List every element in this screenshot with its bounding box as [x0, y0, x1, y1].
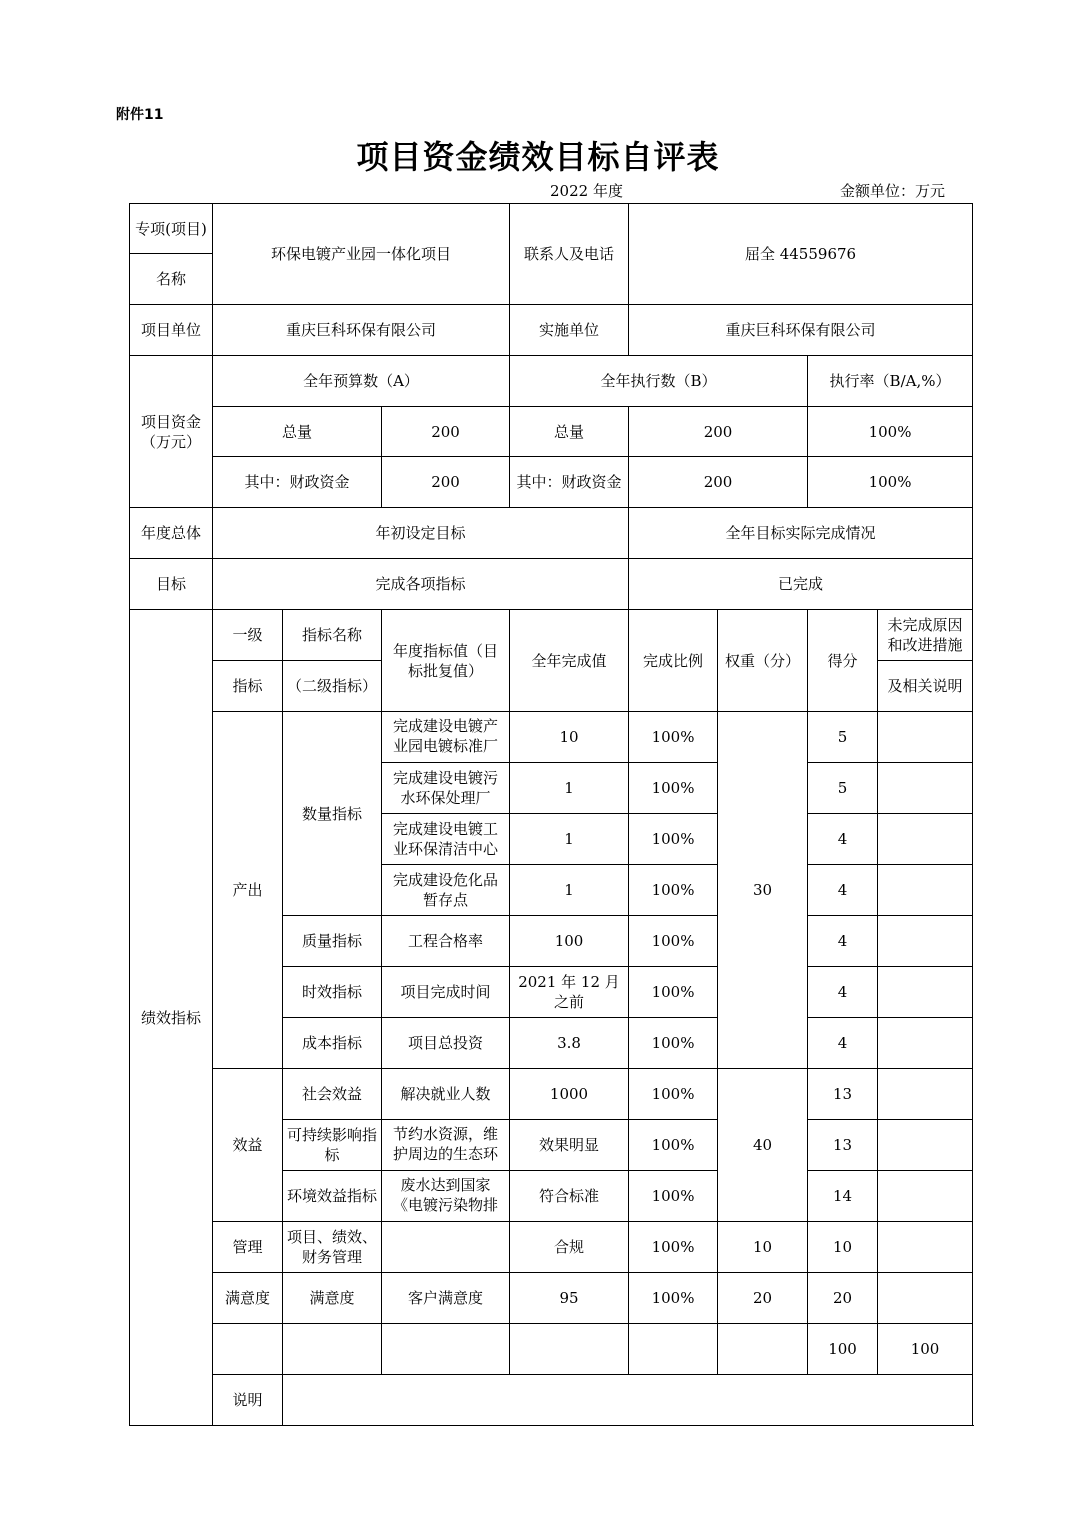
indicator-actual: 10	[510, 712, 629, 763]
goal-actual-header: 全年目标实际完成情况	[629, 508, 973, 559]
indicator-reason	[878, 712, 973, 763]
indicator-category: 时效指标	[283, 967, 382, 1018]
benefit-weight: 40	[718, 1069, 808, 1222]
indicator-ratio: 100%	[629, 712, 718, 763]
indicator-score: 4	[808, 916, 878, 967]
impl-unit-label: 实施单位	[510, 305, 629, 356]
indicator-score: 4	[808, 1018, 878, 1069]
note-label: 说明	[213, 1375, 283, 1426]
indicator-score: 13	[808, 1069, 878, 1120]
total-rate: 100%	[808, 407, 973, 457]
indicator-reason	[878, 814, 973, 865]
indicator-score: 5	[808, 712, 878, 763]
funds-label: 项目资金（万元）	[130, 356, 213, 508]
benefit-label: 效益	[213, 1069, 283, 1222]
indicator-target: 完成建设电镀工业环保清洁中心	[382, 814, 510, 865]
indicator-reason	[878, 1171, 973, 1222]
indicator-category: 项目、绩效、财务管理	[283, 1222, 382, 1273]
satis-level1: 满意度	[213, 1273, 283, 1324]
indicator-actual: 100	[510, 916, 629, 967]
indicator-target	[382, 1222, 510, 1273]
fiscal-budget: 200	[382, 457, 510, 508]
indicator-actual: 合规	[510, 1222, 629, 1273]
project-name-value: 环保电镀产业园一体化项目	[213, 204, 510, 305]
indicator-ratio: 100%	[629, 967, 718, 1018]
h-actual: 全年完成值	[510, 610, 629, 712]
output-label: 产出	[213, 712, 283, 1069]
total-weight: 100	[808, 1324, 878, 1375]
indicator-actual: 3.8	[510, 1018, 629, 1069]
indicator-category: 数量指标	[283, 712, 382, 916]
goal-initial-header: 年初设定目标	[213, 508, 629, 559]
h-reason-b: 及相关说明	[878, 661, 973, 712]
indicator-reason	[878, 1273, 973, 1324]
indicator-category: 环境效益指标	[283, 1171, 382, 1222]
contact-value: 屈全 44559676	[629, 204, 973, 305]
h-weight: 权重（分）	[718, 610, 808, 712]
indicator-target: 节约水资源，维护周边的生态环	[382, 1120, 510, 1171]
indicator-actual: 95	[510, 1273, 629, 1324]
indicator-score: 5	[808, 763, 878, 814]
indicator-weight: 10	[718, 1222, 808, 1273]
h-target: 年度指标值（目标批复值）	[382, 610, 510, 712]
h-level1-b: 指标	[213, 661, 283, 712]
total-row-blank	[718, 1324, 808, 1375]
total-row-blank	[629, 1324, 718, 1375]
contact-label: 联系人及电话	[510, 204, 629, 305]
indicator-target: 项目总投资	[382, 1018, 510, 1069]
indicator-category: 社会效益	[283, 1069, 382, 1120]
indicator-ratio: 100%	[629, 814, 718, 865]
mgmt-level1: 管理	[213, 1222, 283, 1273]
fiscal-exec: 200	[629, 457, 808, 508]
goal-initial-value: 完成各项指标	[213, 559, 629, 610]
indicator-target: 客户满意度	[382, 1273, 510, 1324]
indicator-target: 完成建设危化品暂存点	[382, 865, 510, 916]
fiscal-label: 其中：财政资金	[213, 457, 382, 508]
indicator-ratio: 100%	[629, 1018, 718, 1069]
indicator-score: 13	[808, 1120, 878, 1171]
indicator-score: 10	[808, 1222, 878, 1273]
total-budget: 200	[382, 407, 510, 457]
indicator-category: 成本指标	[283, 1018, 382, 1069]
indicator-ratio: 100%	[629, 763, 718, 814]
indicator-weight: 20	[718, 1273, 808, 1324]
total-label: 总量	[213, 407, 382, 457]
indicator-actual: 2021 年 12 月之前	[510, 967, 629, 1018]
indicator-score: 14	[808, 1171, 878, 1222]
indicator-ratio: 100%	[629, 1069, 718, 1120]
indicator-category: 质量指标	[283, 916, 382, 967]
h-name-b: （二级指标）	[283, 661, 382, 712]
fiscal-rate: 100%	[808, 457, 973, 508]
year-label: 2022 年度	[550, 182, 623, 200]
impl-unit-value: 重庆巨科环保有限公司	[629, 305, 973, 356]
total-row-blank	[510, 1324, 629, 1375]
indicator-score: 4	[808, 967, 878, 1018]
project-unit-label: 项目单位	[130, 305, 213, 356]
indicator-ratio: 100%	[629, 1171, 718, 1222]
indicator-reason	[878, 763, 973, 814]
h-reason-a: 未完成原因和改进措施	[878, 610, 973, 661]
budget-header: 全年预算数（A）	[213, 356, 510, 407]
indicator-actual: 1	[510, 865, 629, 916]
indicator-ratio: 100%	[629, 865, 718, 916]
indicator-actual: 1	[510, 814, 629, 865]
total-exec: 200	[629, 407, 808, 457]
indicator-actual: 符合标准	[510, 1171, 629, 1222]
indicator-target: 完成建设电镀产业园电镀标准厂	[382, 712, 510, 763]
attachment-label: 附件11	[116, 107, 164, 123]
note-value	[283, 1375, 973, 1426]
perf-label: 绩效指标	[130, 610, 213, 1426]
indicator-target: 项目完成时间	[382, 967, 510, 1018]
goal-actual-value: 已完成	[629, 559, 973, 610]
indicator-score: 4	[808, 865, 878, 916]
indicator-reason	[878, 865, 973, 916]
total-exec-label: 总量	[510, 407, 629, 457]
goal-label-1: 年度总体	[130, 508, 213, 559]
indicator-ratio: 100%	[629, 1273, 718, 1324]
indicator-target: 完成建设电镀污水环保处理厂	[382, 763, 510, 814]
indicator-category: 满意度	[283, 1273, 382, 1324]
total-row-blank	[213, 1324, 283, 1375]
indicator-ratio: 100%	[629, 1120, 718, 1171]
indicator-score: 4	[808, 814, 878, 865]
indicator-reason	[878, 1069, 973, 1120]
indicator-target: 废水达到国家《电镀污染物排	[382, 1171, 510, 1222]
indicator-score: 20	[808, 1273, 878, 1324]
indicator-target: 解决就业人数	[382, 1069, 510, 1120]
h-level1-a: 一级	[213, 610, 283, 661]
h-name-a: 指标名称	[283, 610, 382, 661]
rate-header: 执行率（B/A,%）	[808, 356, 973, 407]
indicator-target: 工程合格率	[382, 916, 510, 967]
fiscal-exec-label: 其中：财政资金	[510, 457, 629, 508]
h-ratio: 完成比例	[629, 610, 718, 712]
indicator-ratio: 100%	[629, 916, 718, 967]
page-title: 项目资金绩效目标自评表	[356, 138, 720, 176]
indicator-actual: 效果明显	[510, 1120, 629, 1171]
amount-unit-label: 金额单位：万元	[840, 182, 946, 200]
indicator-category: 可持续影响指标	[283, 1120, 382, 1171]
indicator-ratio: 100%	[629, 1222, 718, 1273]
goal-label-2: 目标	[130, 559, 213, 610]
h-score: 得分	[808, 610, 878, 712]
total-row-blank	[283, 1324, 382, 1375]
exec-header: 全年执行数（B）	[510, 356, 808, 407]
indicator-actual: 1	[510, 763, 629, 814]
indicator-reason	[878, 1222, 973, 1273]
project-name-label-1: 专项(项目)	[130, 204, 213, 254]
project-name-label-2: 名称	[130, 254, 213, 305]
output-weight: 30	[718, 712, 808, 1069]
indicator-reason	[878, 916, 973, 967]
evaluation-table	[129, 203, 973, 1426]
indicator-reason	[878, 967, 973, 1018]
project-unit-value: 重庆巨科环保有限公司	[213, 305, 510, 356]
indicator-reason	[878, 1018, 973, 1069]
indicator-actual: 1000	[510, 1069, 629, 1120]
indicator-reason	[878, 1120, 973, 1171]
total-score: 100	[878, 1324, 973, 1375]
total-row-blank	[382, 1324, 510, 1375]
